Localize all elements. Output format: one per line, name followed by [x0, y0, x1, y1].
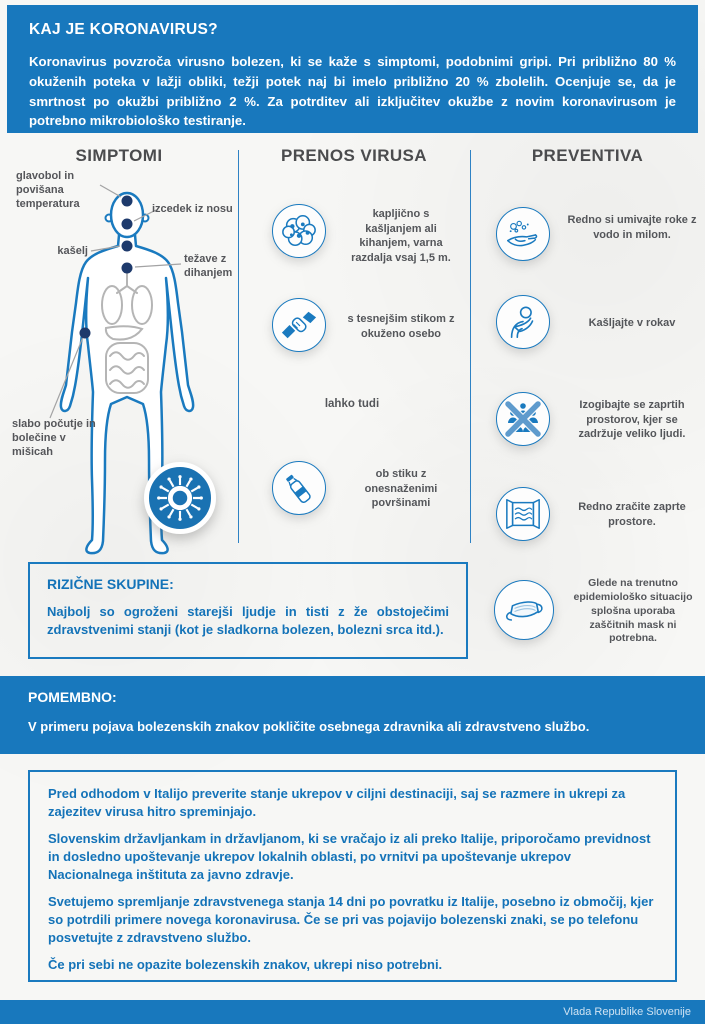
ventilate-icon: [496, 487, 550, 541]
important-panel: [0, 676, 705, 754]
mask-icon: [494, 580, 554, 640]
header-intro-text: Koronavirus povzroča virusno bolezen, ki se kaže s simptomi, podobnimi gripi. Pri približno 80 % okuženih poteka v lažji obliki, težji potek naj bi imelo približno 20 % zbolelih. Ocenjuje se, da je smrtnost po okužbi približno 2 %. Za potrditev ali izključitev okužbe z novim koronavirusom je potrebno mikrobiološko testiranje.: [29, 54, 676, 129]
prevention-item-text: Redno zračite zaprte prostore.: [578, 501, 686, 528]
transmission-item-text: kapljično s kašljanjem ali kihanjem, varna razdalja vsaj 1,5 m.: [351, 208, 451, 264]
wash-hands-icon: [496, 207, 550, 261]
travel-paragraph: Če pri sebi ne opazite bolezenskih znakov, ukrepi niso potrebni.: [48, 956, 443, 972]
bottle-icon: [272, 461, 326, 515]
footer-text: Vlada Republike Slovenije: [563, 1006, 691, 1018]
droplets-icon: [272, 204, 326, 258]
transmission-connector-text: lahko tudi: [324, 398, 380, 410]
handshake-icon: [272, 298, 326, 352]
symptom-label-cough: kašelj: [57, 245, 88, 257]
symptom-label-headache: glavobol in povišana temperatura: [16, 170, 80, 210]
cough-sleeve-icon: [496, 295, 550, 349]
travel-advice-box: [28, 770, 677, 982]
virus-icon: [144, 462, 216, 534]
prevention-title: PREVENTIVA: [531, 146, 644, 165]
symptom-label-malaise: slabo počutje in bolečine v mišicah: [12, 418, 96, 458]
footer-bar: [0, 1000, 705, 1024]
important-title: POMEMBNO:: [28, 689, 117, 705]
transmission-title: PRENOS VIRUSA: [281, 146, 427, 165]
prevention-item-text: Kašljajte v rokav: [588, 317, 676, 329]
symptom-label-breathing: težave z dihanjem: [184, 253, 233, 279]
important-text: V primeru pojava bolezenskih znakov pokličite osebnega zdravnika ali zdravstveno službo.: [28, 719, 590, 734]
transmission-item-text: s tesnejšim stikom z okuženo osebo: [347, 313, 455, 340]
risk-groups-text: Najbolj so ogroženi starejši ljudje in tisti z že obstoječimi zdravstvenimi stanji (kot je sladkorna bolezen, bolezni srca itd.).: [47, 604, 449, 637]
transmission-item-text: ob stiku z onesnaženimi površinami: [364, 468, 438, 510]
page-title: KAJ JE KORONAVIRUS?: [29, 21, 218, 38]
symptom-label-runny-nose: izcedek iz nosu: [152, 203, 233, 215]
header-panel: [7, 5, 698, 133]
avoid-crowds-icon: [496, 392, 550, 446]
symptoms-title: SIMPTOMI: [75, 146, 163, 165]
risk-groups-box: [28, 562, 468, 659]
prevention-item-text: Izogibajte se zaprtih prostorov, kjer se zadržuje veliko ljudi.: [578, 399, 686, 441]
travel-paragraph: Pred odhodom v Italijo preverite stanje ukrepov v ciljni destinaciji, saj se razmere in ukrepi za zajezitev virusa hitro spreminjajo.: [48, 786, 626, 819]
column-divider: [470, 150, 471, 543]
risk-groups-title: RIZIČNE SKUPINE:: [47, 576, 174, 592]
mask-note-text: Glede na trenutno epidemiološko situacijo splošna uporaba zaščitnih mask ni potrebna.: [573, 577, 693, 645]
travel-paragraph: Svetujemo spremljanje zdravstvenega stanja 14 dni po povratku iz Italije, posebno iz območij, kjer so potrdili primere novega koronavirusa. Če se pri vas pojavijo bolezenski znaki, se po telefonu posvetujte z zdravstveno službo.: [48, 893, 654, 945]
prevention-item-text: Redno si umivajte roke z vodo in milom.: [567, 214, 697, 241]
travel-paragraph: Slovenskim državljankam in državljanom, ki se vračajo iz ali preko Italije, priporočamo previdnost in dosledno upoštevanje ukrepov lokalnih oblasti, po vrnitvi pa upoštevanje ukrepov Nacionalnega inštituta za javno zdravje.: [48, 830, 651, 882]
